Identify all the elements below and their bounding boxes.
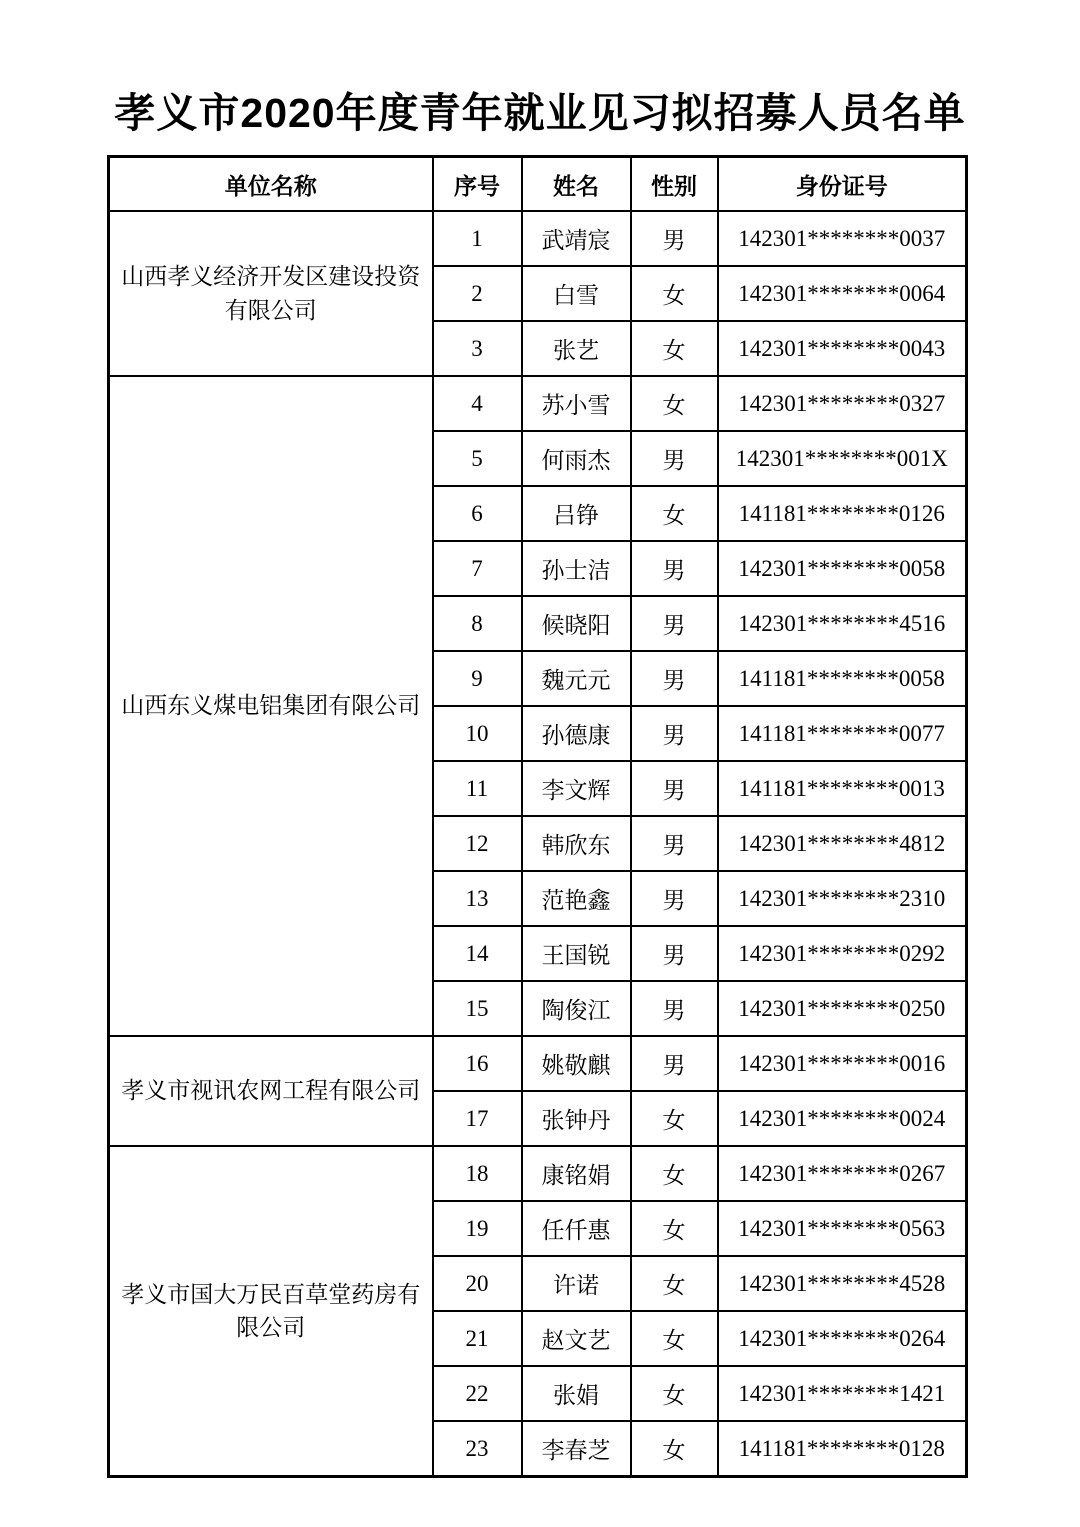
gender-cell: 男 <box>631 981 718 1036</box>
gender-cell: 女 <box>631 486 718 541</box>
name-cell: 白雪 <box>522 266 631 321</box>
gender-cell: 男 <box>631 761 718 816</box>
name-cell: 李文辉 <box>522 761 631 816</box>
id-number-cell: 141181********0077 <box>718 706 967 761</box>
serial-cell: 10 <box>433 706 522 761</box>
serial-cell: 12 <box>433 816 522 871</box>
name-cell: 候晓阳 <box>522 596 631 651</box>
serial-cell: 23 <box>433 1421 522 1477</box>
gender-cell: 女 <box>631 1366 718 1421</box>
company-name-cell: 山西孝义经济开发区建设投资有限公司 <box>109 211 433 376</box>
id-number-cell: 142301********0064 <box>718 266 967 321</box>
gender-cell: 男 <box>631 596 718 651</box>
serial-cell: 1 <box>433 211 522 266</box>
name-cell: 王国锐 <box>522 926 631 981</box>
name-cell: 任仟惠 <box>522 1201 631 1256</box>
page-title: 孝义市2020年度青年就业见习拟招募人员名单 <box>114 90 966 136</box>
gender-cell: 女 <box>631 1256 718 1311</box>
id-number-cell: 142301********001X <box>718 431 967 486</box>
table-row <box>109 376 967 431</box>
serial-cell: 5 <box>433 431 522 486</box>
name-cell: 康铭娟 <box>522 1146 631 1201</box>
name-cell: 魏元元 <box>522 651 631 706</box>
id-number-cell: 142301********0327 <box>718 376 967 431</box>
id-number-cell: 141181********0126 <box>718 486 967 541</box>
gender-cell: 男 <box>631 651 718 706</box>
name-cell: 张艺 <box>522 321 631 376</box>
name-cell: 姚敬麒 <box>522 1036 631 1091</box>
serial-cell: 2 <box>433 266 522 321</box>
id-number-cell: 142301********0264 <box>718 1311 967 1366</box>
gender-cell: 男 <box>631 871 718 926</box>
recruitment-roster-table <box>107 155 968 1478</box>
header-serial: 序号 <box>433 157 522 212</box>
serial-cell: 9 <box>433 651 522 706</box>
id-number-cell: 142301********0037 <box>718 211 967 266</box>
gender-cell: 男 <box>631 541 718 596</box>
id-number-cell: 142301********0292 <box>718 926 967 981</box>
name-cell: 孙德康 <box>522 706 631 761</box>
serial-cell: 18 <box>433 1146 522 1201</box>
gender-cell: 男 <box>631 211 718 266</box>
id-number-cell: 142301********0267 <box>718 1146 967 1201</box>
name-cell: 何雨杰 <box>522 431 631 486</box>
id-number-cell: 142301********4528 <box>718 1256 967 1311</box>
id-number-cell: 142301********0250 <box>718 981 967 1036</box>
table-header <box>109 157 967 212</box>
id-number-cell: 142301********0043 <box>718 321 967 376</box>
serial-cell: 17 <box>433 1091 522 1146</box>
id-number-cell: 141181********0013 <box>718 761 967 816</box>
company-name-cell: 孝义市国大万民百草堂药房有限公司 <box>109 1146 433 1477</box>
table-row <box>109 211 967 266</box>
serial-cell: 8 <box>433 596 522 651</box>
serial-cell: 11 <box>433 761 522 816</box>
serial-cell: 4 <box>433 376 522 431</box>
gender-cell: 女 <box>631 1091 718 1146</box>
header-name: 姓名 <box>522 157 631 212</box>
gender-cell: 女 <box>631 1201 718 1256</box>
serial-cell: 20 <box>433 1256 522 1311</box>
id-number-cell: 142301********0058 <box>718 541 967 596</box>
name-cell: 赵文艺 <box>522 1311 631 1366</box>
serial-cell: 19 <box>433 1201 522 1256</box>
serial-cell: 14 <box>433 926 522 981</box>
name-cell: 韩欣东 <box>522 816 631 871</box>
id-number-cell: 142301********0024 <box>718 1091 967 1146</box>
name-cell: 孙士洁 <box>522 541 631 596</box>
id-number-cell: 142301********1421 <box>718 1366 967 1421</box>
name-cell: 陶俊江 <box>522 981 631 1036</box>
gender-cell: 男 <box>631 431 718 486</box>
id-number-cell: 142301********2310 <box>718 871 967 926</box>
id-number-cell: 141181********0128 <box>718 1421 967 1477</box>
serial-cell: 13 <box>433 871 522 926</box>
serial-cell: 15 <box>433 981 522 1036</box>
table-row <box>109 1036 967 1091</box>
gender-cell: 女 <box>631 1146 718 1201</box>
gender-cell: 女 <box>631 1421 718 1477</box>
header-gender: 性别 <box>631 157 718 212</box>
gender-cell: 女 <box>631 321 718 376</box>
name-cell: 武靖宸 <box>522 211 631 266</box>
id-number-cell: 141181********0058 <box>718 651 967 706</box>
serial-cell: 16 <box>433 1036 522 1091</box>
serial-cell: 3 <box>433 321 522 376</box>
name-cell: 吕铮 <box>522 486 631 541</box>
gender-cell: 女 <box>631 376 718 431</box>
table-body <box>109 211 967 1477</box>
id-number-cell: 142301********0016 <box>718 1036 967 1091</box>
serial-cell: 21 <box>433 1311 522 1366</box>
name-cell: 苏小雪 <box>522 376 631 431</box>
header-id-number: 身份证号 <box>718 157 967 212</box>
company-name-cell: 山西东义煤电铝集团有限公司 <box>109 376 433 1036</box>
serial-cell: 7 <box>433 541 522 596</box>
name-cell: 张钟丹 <box>522 1091 631 1146</box>
gender-cell: 男 <box>631 706 718 761</box>
company-name-cell: 孝义市视讯农网工程有限公司 <box>109 1036 433 1146</box>
name-cell: 许诺 <box>522 1256 631 1311</box>
serial-cell: 6 <box>433 486 522 541</box>
id-number-cell: 142301********4516 <box>718 596 967 651</box>
gender-cell: 女 <box>631 266 718 321</box>
gender-cell: 男 <box>631 926 718 981</box>
serial-cell: 22 <box>433 1366 522 1421</box>
name-cell: 李春芝 <box>522 1421 631 1477</box>
name-cell: 范艳鑫 <box>522 871 631 926</box>
gender-cell: 男 <box>631 816 718 871</box>
id-number-cell: 142301********4812 <box>718 816 967 871</box>
name-cell: 张娟 <box>522 1366 631 1421</box>
header-row <box>109 157 967 212</box>
table-row <box>109 1146 967 1201</box>
header-company: 单位名称 <box>109 157 433 212</box>
gender-cell: 男 <box>631 1036 718 1091</box>
gender-cell: 女 <box>631 1311 718 1366</box>
id-number-cell: 142301********0563 <box>718 1201 967 1256</box>
